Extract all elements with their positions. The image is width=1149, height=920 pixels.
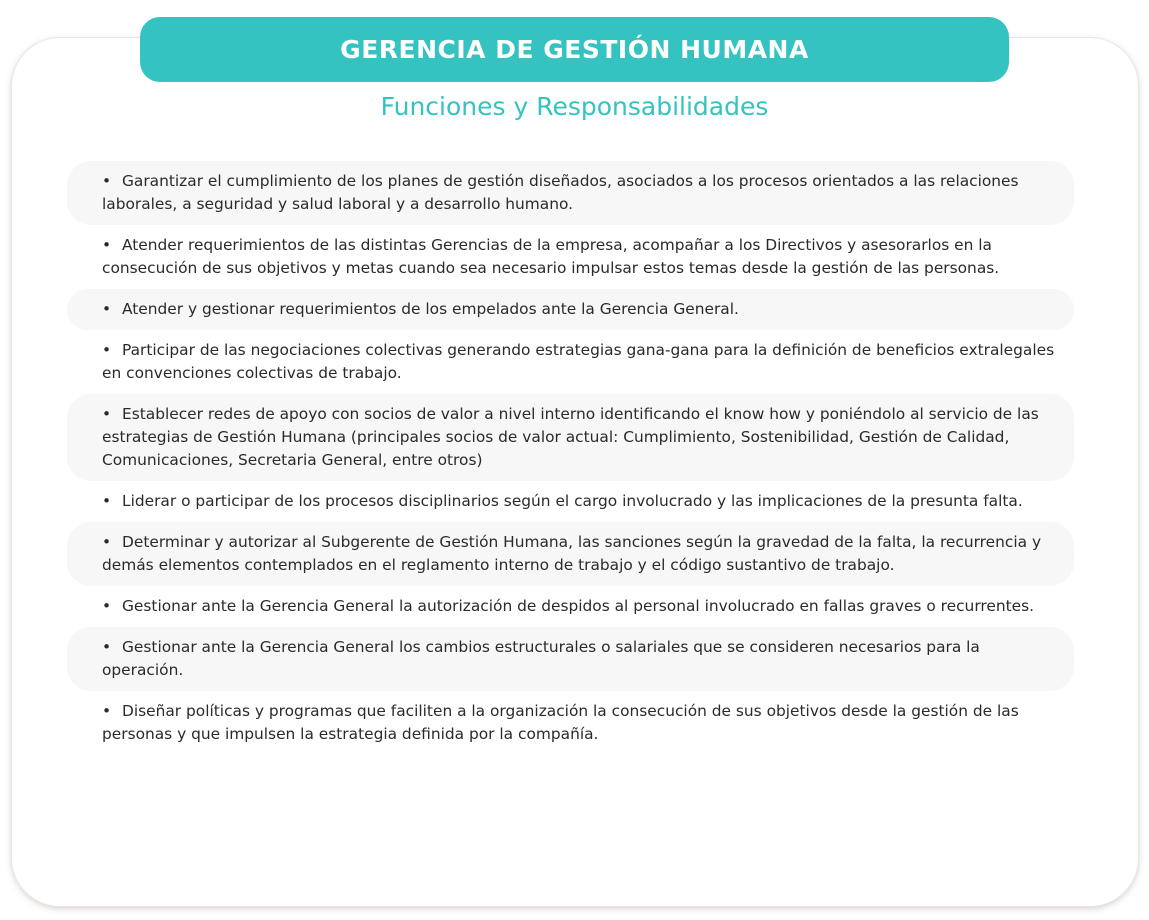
list-item xyxy=(67,691,1074,755)
list-item xyxy=(67,522,1074,586)
bullet-icon: • xyxy=(102,533,112,551)
list-item-text: Diseñar políticas y programas que faciliten a la organización la consecución de sus objetivos desde la gestión de las personas y que impulsen la estrategia definida por la compañía. xyxy=(102,702,1019,743)
bullet-icon: • xyxy=(102,597,112,615)
list-item-text: Gestionar ante la Gerencia General la autorización de despidos al personal involucrado en fallas graves o recurrentes. xyxy=(122,597,1034,615)
list-item-text: Atender requerimientos de las distintas Gerencias de la empresa, acompañar a los Directivos y asesorarlos en la consecución de sus objetivos y metas cuando sea necesario impulsar estos temas desde la gestión de las personas. xyxy=(102,236,1000,277)
list-item xyxy=(67,586,1074,627)
bullet-icon: • xyxy=(102,236,112,254)
list-item-text: Gestionar ante la Gerencia General los cambios estructurales o salariales que se consideren necesarios para la operación. xyxy=(102,638,980,679)
list-item-text: Participar de las negociaciones colectivas generando estrategias gana-gana para la definición de beneficios extralegales en convenciones colectivas de trabajo. xyxy=(102,341,1055,382)
list-item xyxy=(67,627,1074,691)
title-banner xyxy=(140,17,1009,82)
list-item-text: Determinar y autorizar al Subgerente de Gestión Humana, las sanciones según la gravedad de la falta, la recurrencia y demás elementos contemplados en el reglamento interno de trabajo y el código sustantivo de trabajo. xyxy=(102,533,1042,574)
list-item xyxy=(67,289,1074,330)
list-item-text: Atender y gestionar requerimientos de los empelados ante la Gerencia General. xyxy=(122,300,739,318)
list-item xyxy=(67,330,1074,394)
list-item xyxy=(67,161,1074,225)
bullet-icon: • xyxy=(102,492,112,510)
bullet-icon: • xyxy=(102,341,112,359)
bullet-icon: • xyxy=(102,638,112,656)
list-item xyxy=(67,225,1074,289)
bullet-icon: • xyxy=(102,172,112,190)
bullet-icon: • xyxy=(102,405,112,423)
list-item-text: Liderar o participar de los procesos disciplinarios según el cargo involucrado y las implicaciones de la presunta falta. xyxy=(122,492,1023,510)
list-item xyxy=(67,394,1074,481)
list-item xyxy=(67,481,1074,522)
list-item-text: Establecer redes de apoyo con socios de valor a nivel interno identificando el know how y poniéndolo al servicio de las estrategias de Gestión Humana (principales socios de valor actual: Cumplimiento, Sostenibilidad, Gestión de Calidad, Comunicaciones, Secretaria General, entre otros) xyxy=(102,405,1039,469)
responsibilities-list xyxy=(67,161,1074,755)
list-item-text: Garantizar el cumplimiento de los planes de gestión diseñados, asociados a los procesos orientados a las relaciones laborales, a seguridad y salud laboral y a desarrollo humano. xyxy=(102,172,1019,213)
bullet-icon: • xyxy=(102,702,112,720)
page-subtitle: Funciones y Responsabilidades xyxy=(380,92,769,121)
bullet-icon: • xyxy=(102,300,112,318)
page-title: GERENCIA DE GESTIÓN HUMANA xyxy=(340,35,809,64)
